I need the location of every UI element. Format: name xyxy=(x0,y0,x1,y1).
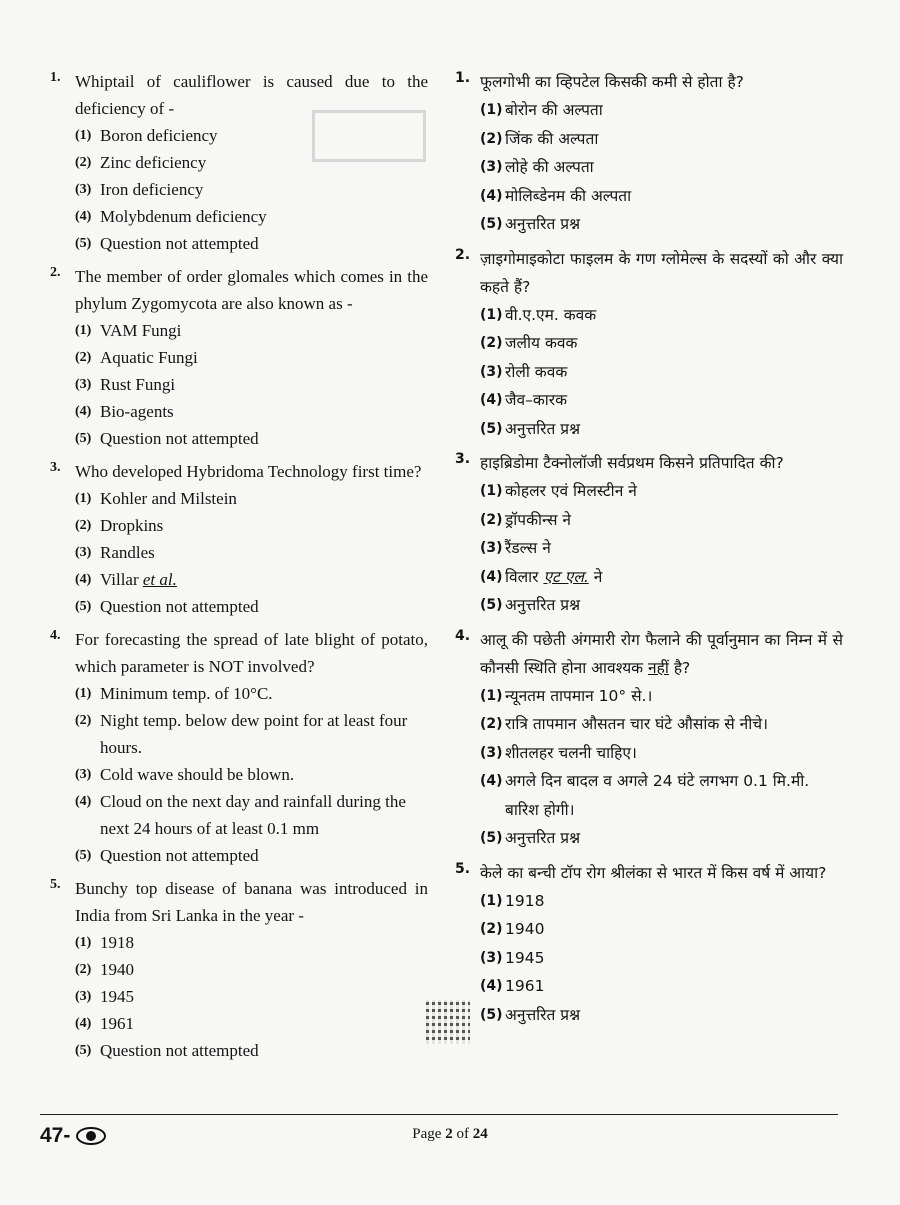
question xyxy=(50,875,428,1064)
option-text xyxy=(505,591,843,620)
option-text xyxy=(100,707,428,761)
option-text xyxy=(505,710,843,739)
option-label: Molybdenum deficiency xyxy=(100,207,267,226)
option-5 xyxy=(75,593,428,620)
option-number: (5) xyxy=(480,830,503,846)
option-number: (3) xyxy=(75,182,92,197)
option-1 xyxy=(480,682,843,711)
option-number: (1) xyxy=(480,306,503,323)
option-text xyxy=(100,1010,428,1037)
question-text xyxy=(480,859,843,887)
option-text xyxy=(505,824,843,853)
option-number: (3) xyxy=(480,744,503,761)
option-number: (1) xyxy=(480,892,503,909)
option-number: (4) xyxy=(480,392,503,408)
option-text xyxy=(100,593,428,620)
question-number: 1. xyxy=(455,70,471,86)
option-3 xyxy=(480,358,843,387)
option-number: (2) xyxy=(480,335,503,351)
option-text xyxy=(505,563,843,592)
question-text-part: फूलगोभी का व्हिपटेल किसकी कमी से होता है? xyxy=(480,73,744,91)
option-italic-part: एट एल. xyxy=(543,567,589,586)
option-number: (5) xyxy=(75,848,92,863)
question-text xyxy=(75,68,428,122)
option-label: Minimum temp. of 10°C. xyxy=(100,684,273,703)
option-label: Bio-agents xyxy=(100,402,174,421)
option-label: 1945 xyxy=(505,948,545,967)
option-number: (3) xyxy=(480,949,503,966)
option-number: (4) xyxy=(480,187,503,204)
question-text-part: हाइब्रिडोमा टैक्नोलॉजी सर्वप्रथम किसने प्रतिपादित की? xyxy=(480,454,784,472)
option-label: 1940 xyxy=(505,920,545,938)
option-label: अनुत्तरित प्रश्न xyxy=(505,215,581,233)
question-text xyxy=(75,875,428,929)
option-text xyxy=(505,125,843,154)
option-2 xyxy=(75,512,428,539)
option-label: Question not attempted xyxy=(100,429,259,448)
option-text xyxy=(505,915,843,944)
option-text xyxy=(505,329,843,358)
option-number: (5) xyxy=(480,216,503,232)
option-3 xyxy=(75,761,428,788)
question xyxy=(455,859,843,1030)
option-text xyxy=(505,506,843,535)
option-text xyxy=(100,398,428,425)
option-label: Zinc deficiency xyxy=(100,153,207,172)
option-number: (5) xyxy=(480,420,503,437)
option-number: (4) xyxy=(480,978,503,994)
option-label: Aquatic Fungi xyxy=(100,348,198,367)
qr-code xyxy=(426,1000,470,1044)
option-label: जिंक की अल्पता xyxy=(505,129,599,148)
option-label: बोरोन की अल्पता xyxy=(505,101,603,119)
option-4 xyxy=(480,563,843,592)
option-4 xyxy=(75,788,428,842)
option-1 xyxy=(75,485,428,512)
question-text-part: आलू की पछेती अंगमारी रोग फैलाने की पूर्वानुमान का निम्न में से कौनसी स्थिति होना आवश्यक xyxy=(480,630,843,677)
option-4 xyxy=(75,203,428,230)
question-number: 4. xyxy=(455,627,471,644)
option-text xyxy=(505,182,843,211)
option-number: (5) xyxy=(480,597,503,613)
option-5 xyxy=(480,210,843,239)
option-4 xyxy=(480,386,843,415)
option-number: (3) xyxy=(480,159,503,175)
option-3 xyxy=(75,176,428,203)
option-number: (1) xyxy=(75,128,92,143)
option-label: रोली कवक xyxy=(505,362,568,381)
question-text xyxy=(480,449,843,477)
option-text xyxy=(100,983,428,1010)
option-label: Cloud on the next day and rainfall during the next 24 hours of at least 0.1 mm xyxy=(100,792,406,838)
option-number: (3) xyxy=(75,545,92,560)
question-text-part: ज़ाइगोमाइकोटा फाइलम के गण ग्लोमेल्स के सदस्यों को और क्या कहते हैं? xyxy=(480,249,843,296)
option-label: Iron deficiency xyxy=(100,180,204,199)
question-text-part: The member of order glomales which comes in the phylum Zygomycota are also known as - xyxy=(75,267,428,313)
option-text xyxy=(100,539,428,566)
option-2 xyxy=(480,710,843,739)
question xyxy=(50,626,428,869)
option-number: (2) xyxy=(75,518,92,533)
question xyxy=(455,245,843,444)
option-number: (1) xyxy=(480,687,503,704)
option-4 xyxy=(75,566,428,593)
option-number: (3) xyxy=(75,989,92,1004)
option-number: (1) xyxy=(75,686,92,701)
option-2 xyxy=(75,707,428,761)
option-3 xyxy=(480,739,843,768)
option-number: (4) xyxy=(480,773,503,789)
option-label: 1918 xyxy=(505,891,545,910)
option-label: Question not attempted xyxy=(100,846,259,865)
option-label: रैंडल्स ने xyxy=(505,539,551,557)
option-text xyxy=(505,358,843,387)
option-text xyxy=(100,371,428,398)
option-label: Cold wave should be blown. xyxy=(100,765,295,784)
option-number: (1) xyxy=(75,491,92,506)
option-label: लोहे की अल्पता xyxy=(505,158,594,176)
option-number: (5) xyxy=(480,1006,503,1023)
option-label: अनुत्तरित प्रश्न xyxy=(505,596,581,614)
question-text-part: नहीं xyxy=(648,658,669,677)
option-2 xyxy=(480,125,843,154)
option-5 xyxy=(480,1001,843,1030)
option-text xyxy=(100,680,428,707)
option-text xyxy=(100,203,428,230)
option-text xyxy=(505,682,843,711)
paper-code-text: 47- xyxy=(40,1124,71,1147)
option-number: (2) xyxy=(75,713,92,728)
option-5 xyxy=(75,425,428,452)
option-text xyxy=(100,512,428,539)
option-label: Question not attempted xyxy=(100,234,259,253)
option-label: 1918 xyxy=(100,933,134,952)
option-4 xyxy=(75,1010,428,1037)
footer-divider xyxy=(40,1114,838,1115)
option-number: (5) xyxy=(75,431,92,446)
option-text xyxy=(505,534,843,563)
option-3 xyxy=(75,539,428,566)
option-label: 1961 xyxy=(505,977,545,995)
option-3 xyxy=(480,534,843,563)
option-label: अनुत्तरित प्रश्न xyxy=(505,419,581,438)
option-label: न्यूनतम तापमान 10° से.। xyxy=(505,686,653,705)
option-number: (1) xyxy=(480,483,503,499)
option-1 xyxy=(75,929,428,956)
option-text xyxy=(505,972,843,1001)
option-number: (3) xyxy=(75,767,92,782)
option-text xyxy=(100,317,428,344)
option-2 xyxy=(75,344,428,371)
question-text xyxy=(75,263,428,317)
question-text-part: For forecasting the spread of late blight of potato, which parameter is NOT involved? xyxy=(75,630,428,676)
option-text xyxy=(100,761,428,788)
question-number: 3. xyxy=(455,451,471,467)
option-text xyxy=(100,344,428,371)
option-label: Night temp. below dew point for at least four hours. xyxy=(100,711,408,757)
option-3 xyxy=(480,944,843,973)
question xyxy=(50,68,428,257)
option-4 xyxy=(480,182,843,211)
option-text xyxy=(505,386,843,415)
option-label: Villar xyxy=(100,570,139,589)
question-number: 3. xyxy=(50,460,61,475)
option-label: 1945 xyxy=(100,987,134,1006)
question-text xyxy=(75,458,428,485)
option-number: (4) xyxy=(480,568,503,585)
option-text xyxy=(505,301,843,330)
option-text xyxy=(100,929,428,956)
option-4 xyxy=(480,767,843,824)
option-text xyxy=(505,944,843,973)
option-text xyxy=(505,1001,843,1030)
hindi-column xyxy=(455,68,843,1035)
question-text xyxy=(75,626,428,680)
option-number: (2) xyxy=(480,716,503,732)
option-number: (4) xyxy=(75,572,92,587)
option-text xyxy=(100,230,428,257)
option-5 xyxy=(75,1037,428,1064)
option-suffix: ने xyxy=(588,567,603,586)
option-text xyxy=(505,887,843,916)
option-label: Randles xyxy=(100,543,155,562)
option-number: (2) xyxy=(75,155,92,170)
option-text xyxy=(100,176,428,203)
question xyxy=(455,449,843,620)
option-number: (2) xyxy=(480,511,503,528)
option-2 xyxy=(480,329,843,358)
option-5 xyxy=(480,824,843,853)
option-5 xyxy=(480,591,843,620)
option-label: VAM Fungi xyxy=(100,321,182,340)
option-3 xyxy=(480,153,843,182)
question-text xyxy=(480,68,843,96)
option-text xyxy=(505,415,843,444)
question-number: 2. xyxy=(455,246,471,263)
option-number: (3) xyxy=(480,363,503,380)
option-5 xyxy=(480,415,843,444)
question-text-part: Whiptail of cauliflower is caused due to the deficiency of - xyxy=(75,72,428,118)
option-text xyxy=(100,485,428,512)
option-text xyxy=(100,1037,428,1064)
option-text xyxy=(505,477,843,506)
option-1 xyxy=(480,887,843,916)
option-number: (5) xyxy=(75,1043,92,1058)
option-text xyxy=(100,566,428,593)
option-text xyxy=(505,739,843,768)
option-number: (3) xyxy=(75,377,92,392)
page-number: Page 2 of 24 xyxy=(412,1126,488,1142)
option-number: (5) xyxy=(75,236,92,251)
option-1 xyxy=(480,96,843,125)
option-number: (4) xyxy=(75,404,92,419)
option-number: (1) xyxy=(75,323,92,338)
question-number: 2. xyxy=(50,265,61,280)
option-text xyxy=(505,153,843,182)
option-2 xyxy=(75,149,428,176)
option-label: अगले दिन बादल व अगले 24 घंटे लगभग 0.1 मि.मी. बारिश होगी। xyxy=(505,772,810,819)
option-text xyxy=(100,122,428,149)
option-2 xyxy=(75,956,428,983)
option-number: (2) xyxy=(75,962,92,977)
option-2 xyxy=(480,915,843,944)
option-text xyxy=(505,210,843,239)
option-3 xyxy=(75,371,428,398)
option-number: (4) xyxy=(75,1016,92,1031)
option-1 xyxy=(75,317,428,344)
option-number: (3) xyxy=(480,540,503,556)
option-number: (2) xyxy=(480,130,503,147)
option-label: मोलिब्डेनम की अल्पता xyxy=(505,186,632,205)
question-text-part: Who developed Hybridoma Technology first time? xyxy=(75,462,422,481)
option-text xyxy=(505,767,843,824)
question-text xyxy=(480,626,843,682)
question-number: 5. xyxy=(50,877,61,892)
option-number: (2) xyxy=(75,350,92,365)
option-label: अनुत्तरित प्रश्न xyxy=(505,1005,581,1024)
option-label: Boron deficiency xyxy=(100,126,218,145)
option-label: रात्रि तापमान औसतन चार घंटे औसांक से नीचे। xyxy=(505,715,768,733)
option-label: Rust Fungi xyxy=(100,375,176,394)
option-1 xyxy=(480,477,843,506)
option-number: (1) xyxy=(75,935,92,950)
option-text xyxy=(100,788,428,842)
option-label: ड्रॉपकीन्स ने xyxy=(505,510,572,529)
option-label: जैव–कारक xyxy=(505,391,568,409)
option-text xyxy=(505,96,843,125)
option-number: (4) xyxy=(75,794,92,809)
option-2 xyxy=(480,506,843,535)
question-number: 1. xyxy=(50,70,61,85)
question-text-part: केले का बन्ची टॉप रोग श्रीलंका से भारत में किस वर्ष में आया? xyxy=(480,863,827,882)
option-5 xyxy=(75,842,428,869)
option-text xyxy=(100,956,428,983)
question xyxy=(50,263,428,452)
option-1 xyxy=(480,301,843,330)
question xyxy=(50,458,428,620)
option-label: कोहलर एवं मिलस्टीन ने xyxy=(505,482,637,500)
option-label: 1961 xyxy=(100,1014,134,1033)
option-italic-part: et al. xyxy=(142,570,177,589)
option-label: शीतलहर चलनी चाहिए। xyxy=(505,743,637,762)
option-text xyxy=(100,149,428,176)
question-number: 5. xyxy=(455,860,471,877)
option-label: जलीय कवक xyxy=(505,334,578,352)
option-label: 1940 xyxy=(100,960,134,979)
question xyxy=(455,626,843,853)
option-label: Dropkins xyxy=(100,516,164,535)
question-number: 4. xyxy=(50,628,61,643)
question xyxy=(455,68,843,239)
option-number: (2) xyxy=(480,921,503,937)
option-label: विलार xyxy=(505,567,539,586)
option-number: (5) xyxy=(75,599,92,614)
option-3 xyxy=(75,983,428,1010)
option-text xyxy=(100,842,428,869)
option-1 xyxy=(75,680,428,707)
option-label: Question not attempted xyxy=(100,1041,259,1060)
option-text xyxy=(100,425,428,452)
question-text-part: Bunchy top disease of banana was introduced in India from Sri Lanka in the year - xyxy=(75,879,428,925)
english-column xyxy=(50,68,428,1070)
option-label: अनुत्तरित प्रश्न xyxy=(505,829,581,847)
option-4 xyxy=(75,398,428,425)
option-1 xyxy=(75,122,428,149)
option-label: वी.ए.एम. कवक xyxy=(505,305,597,324)
option-number: (4) xyxy=(75,209,92,224)
option-5 xyxy=(75,230,428,257)
option-number: (1) xyxy=(480,102,503,118)
option-label: Question not attempted xyxy=(100,597,259,616)
question-text-part: है? xyxy=(673,658,691,677)
option-label: Kohler and Milstein xyxy=(100,489,237,508)
question-text xyxy=(480,245,843,301)
option-4 xyxy=(480,972,843,1001)
